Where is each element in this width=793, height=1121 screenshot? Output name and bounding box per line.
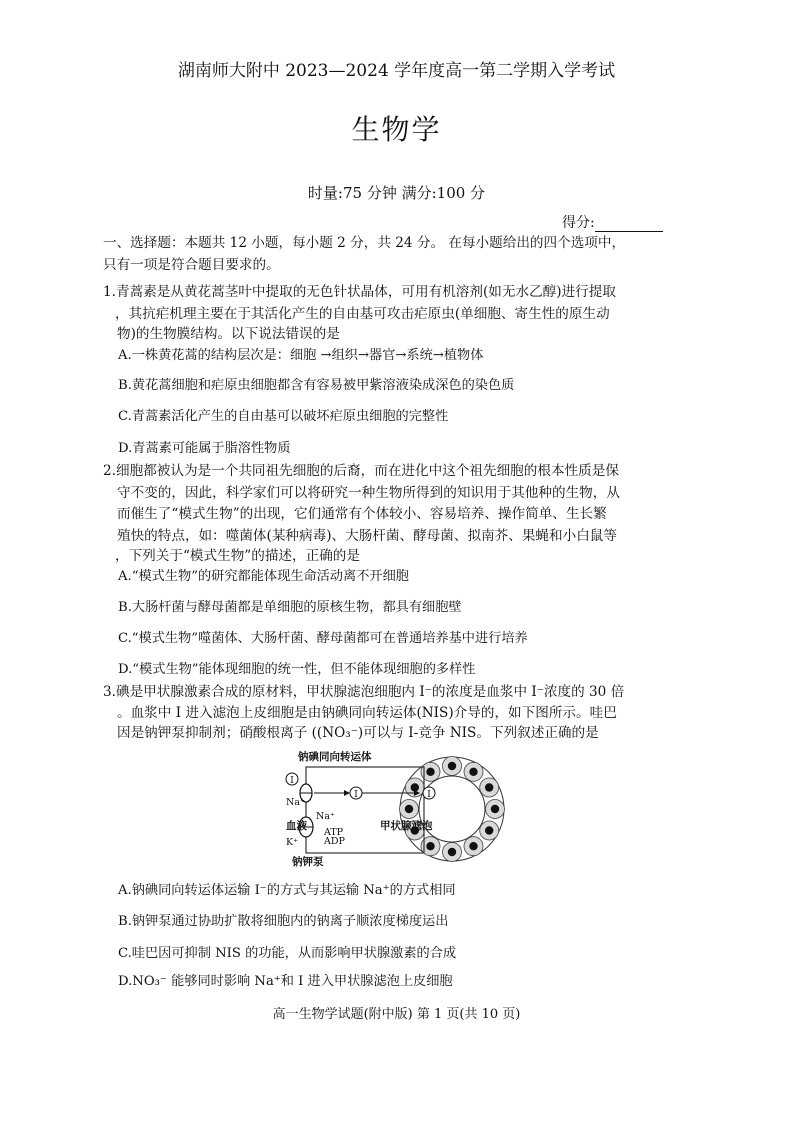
score-label: 得分: — [562, 215, 595, 231]
k-label: K⁺ — [286, 837, 299, 848]
adp-label: ADP — [324, 836, 345, 847]
q3-option-a: A.钠碘同向转运体运输 I⁻的方式与其运输 Na⁺的方式相同 — [118, 883, 456, 898]
q2-stem-line-1: 2.细胞都被认为是一个共同祖先细胞的后裔，而在进化中这个祖先细胞的根本性质是保 — [103, 463, 619, 479]
q1-stem-line-1: 1.青蒿素是从黄花蒿茎叶中提取的无色针状晶体，可用有机溶剂(如无水乙醇)进行提取 — [103, 284, 616, 300]
exam-timing: 时量:75 分钟 满分:100 分 — [307, 184, 486, 202]
subject-title: 生物学 — [351, 113, 442, 146]
q2-stem-line-3: 而催生了“模式生物”的出现，它们通常有个体较小、容易培养、操作简单、生长繁 — [117, 506, 607, 522]
cell-nucleus — [426, 842, 434, 850]
follicle-label: 甲状腺滤泡 — [380, 820, 433, 832]
q1-stem-line-2: ，其抗疟机理主要在于其活化产生的自由基可攻击疟原虫(单细胞、寄生性的原生动 — [115, 306, 610, 322]
score-blank — [595, 217, 663, 232]
exam-header: 湖南师大附中 2023—2024 学年度高一第二学期入学考试 — [177, 61, 616, 81]
thyroid-transport-diagram — [284, 745, 514, 867]
cell-nucleus — [426, 768, 434, 776]
q2-option-b: B.大肠杆菌与酵母菌都是单细胞的原核生物，都具有细胞壁 — [118, 600, 462, 615]
q3-option-d: D.NO₃⁻ 能够同时影响 Na⁺和 I 进入甲状腺滤泡上皮细胞 — [118, 974, 453, 989]
cell-nucleus — [469, 842, 477, 850]
na-label-outside: Na⁺ — [286, 797, 305, 808]
q3-stem-line-3: 因是钠钾泵抑制剂；硝酸根离子 ((NO₃⁻)可以与 I-竞争 NIS。下列叙述正确的是 — [117, 725, 599, 741]
atp-label: ATP — [324, 827, 344, 838]
follicle-cells — [400, 757, 505, 862]
q3-option-b: B.钠钾泵通过协助扩散将细胞内的钠离子顺浓度梯度运出 — [118, 914, 449, 929]
cell-nucleus — [469, 768, 477, 776]
page-footer: 高一生物学试题(附中版) 第 1 页(共 10 页) — [272, 1007, 521, 1022]
q2-stem-line-5: ，下列关于“模式生物”的描述，正确的是 — [115, 548, 360, 564]
score-field — [562, 212, 663, 232]
q3-stem-line-1: 3.碘是甲状腺激素合成的原材料，甲状腺滤泡细胞内 I⁻的浓度是血浆中 I⁻浓度的 30 倍 — [103, 684, 625, 700]
q1-option-a: A.一株黄花蒿的结构层次是：细胞 →组织→器官→系统→植物体 — [118, 348, 484, 363]
q3-stem-line-2: 。血浆中 I 进入滤泡上皮细胞是由钠碘同向转运体(NIS)介导的，如下图所示。哇巴 — [117, 705, 617, 721]
cell-nucleus — [491, 805, 499, 813]
na-label-inside: Na⁺ — [316, 811, 335, 822]
cell-nucleus — [485, 826, 493, 834]
cell-nucleus — [448, 848, 456, 856]
q1-option-c: C.青蒿素活化产生的自由基可以破坏疟原虫细胞的完整性 — [118, 409, 449, 424]
cell-nucleus — [448, 762, 456, 770]
ion-i-label-1: I — [290, 775, 294, 786]
section-instruction-2: 只有一项是符合题目要求的。 — [103, 257, 280, 273]
q1-stem-line-3: 物)的生物膜结构。以下说法错误的是 — [117, 326, 340, 342]
blood-label: 血液 — [286, 820, 307, 832]
ion-i-label-2: I — [354, 789, 358, 800]
q2-option-c: C.“模式生物”噬菌体、大肠杆菌、酵母菌都可在普通培养基中进行培养 — [118, 631, 528, 646]
section-instruction-1: 一、选择题：本题共 12 小题，每小题 2 分，共 24 分。 在每小题给出的四个选项中， — [103, 235, 626, 251]
q3-option-c: C.哇巴因可抑制 NIS 的功能，从而影响甲状腺激素的合成 — [118, 946, 457, 961]
q1-option-d: D.青蒿素可能属于脂溶性物质 — [118, 441, 291, 456]
nis-label: 钠碘同向转运体 — [298, 751, 372, 763]
cell-nucleus — [485, 783, 493, 791]
q1-option-b: B.黄花蒿细胞和疟原虫细胞都含有容易被甲紫溶液染成深色的染色质 — [118, 378, 515, 393]
q2-option-d: D.“模式生物”能体现细胞的统一性，但不能体现细胞的多样性 — [118, 662, 476, 677]
cell-nucleus — [405, 805, 413, 813]
ion-i-label-3: I — [427, 789, 431, 800]
q2-stem-line-2: 守不变的，因此，科学家们可以将研究一种生物所得到的知识用于其他种的生物，从 — [117, 485, 620, 501]
pump-label: 钠钾泵 — [292, 856, 324, 867]
q2-stem-line-4: 殖快的特点，如：噬菌体(某种病毒)、大肠杆菌、酵母菌、拟南芥、果蝇和小白鼠等 — [117, 528, 617, 544]
q2-option-a: A.“模式生物”的研究都能体现生命活动离不开细胞 — [118, 569, 409, 584]
